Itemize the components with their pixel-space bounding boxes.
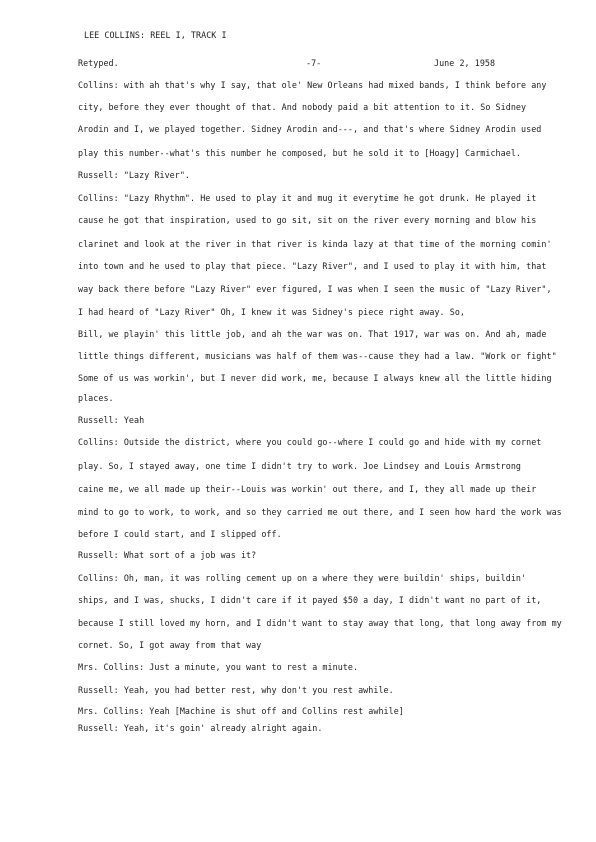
transcript-line: Russell: "Lazy River". bbox=[78, 170, 191, 180]
transcript-line: city, before they ever thought of that. And nobody paid a bit attention to it. So Sidney bbox=[78, 102, 527, 112]
transcript-line: mind to go to work, to work, and so they carried me out there, and I seen how hard the work was bbox=[78, 507, 562, 517]
transcript-line: because I still loved my horn, and I didn't want to stay away that long, that long away from my bbox=[78, 618, 562, 628]
transcript-line: Arodin and I, we played together. Sidney Arodin and---, and that's where Sidney Arodin used bbox=[78, 124, 542, 134]
transcript-line: before I could start, and I slipped off. bbox=[78, 529, 282, 539]
transcript-line: Russell: Yeah, you had better rest, why don't you rest awhile. bbox=[78, 685, 394, 695]
transcript-line: cornet. So, I got away from that way bbox=[78, 640, 262, 650]
transcript-line: Russell: Yeah bbox=[78, 415, 145, 425]
transcript-line: I had heard of "Lazy River" Oh, I knew it was Sidney's piece right away. So, bbox=[78, 307, 466, 317]
transcript-line: Collins: Outside the district, where you could go--where I could go and hide with my cornet bbox=[78, 437, 542, 447]
transcript-line: places. bbox=[78, 393, 114, 403]
transcript-line: caine me, we all made up their--Louis was workin' out there, and I, they all made up their bbox=[78, 484, 537, 494]
transcript-line: Russell: What sort of a job was it? bbox=[78, 550, 257, 560]
transcript-line: clarinet and look at the river in that river is kinda lazy at that time of the morning comin' bbox=[78, 239, 552, 249]
transcript-line: Collins: with ah that's why I say, that ole' New Orleans had mixed bands, I think before any bbox=[78, 80, 547, 90]
transcript-line: cause he got that inspiration, used to go sit, sit on the river every morning and blow his bbox=[78, 215, 537, 225]
transcript-line: Russell: Yeah, it's goin' already alright again. bbox=[78, 723, 323, 733]
transcript-line: Collins: Oh, man, it was rolling cement up on a where they were buildin' ships, buildin' bbox=[78, 573, 527, 583]
transcript-line: Mrs. Collins: Yeah [Machine is shut off and Collins rest awhile] bbox=[78, 706, 404, 716]
transcript-line: little things different, musicians was half of them was--cause they had a law. "Work or fight" bbox=[78, 351, 557, 361]
transcript-date: June 2, 1958 bbox=[434, 58, 496, 68]
transcript-line: Mrs. Collins: Just a minute, you want to rest a minute. bbox=[78, 662, 359, 672]
transcript-line: into town and he used to play that piece. "Lazy River", and I used to play it with him, that bbox=[78, 261, 547, 271]
transcript-line: ships, and I was, shucks, I didn't care if it payed $50 a day, I didn't want no part of it, bbox=[78, 595, 542, 605]
transcript-line: play. So, I stayed away, one time I didn't try to work. Joe Lindsey and Louis Armstrong bbox=[78, 461, 522, 471]
page-number: -7- bbox=[306, 58, 322, 68]
transcript-line: way back there before "Lazy River" ever figured, I was when I seen the music of "Lazy River", bbox=[78, 284, 552, 294]
transcript-line: Collins: "Lazy Rhythm". He used to play it and mug it everytime he got drunk. He played it bbox=[78, 193, 537, 203]
transcript-line: play this number--what's this number he composed, but he sold it to [Hoagy] Carmichael. bbox=[78, 148, 522, 158]
transcript-line: Bill, we playin' this little job, and ah the war was on. That 1917, war was on. And ah, made bbox=[78, 329, 547, 339]
retyped-note: Retyped. bbox=[78, 58, 119, 68]
transcript-line: Some of us was workin', but I never did work, me, because I always knew all the little hiding bbox=[78, 373, 552, 383]
document-title: LEE COLLINS: REEL I, TRACK I bbox=[84, 30, 227, 40]
